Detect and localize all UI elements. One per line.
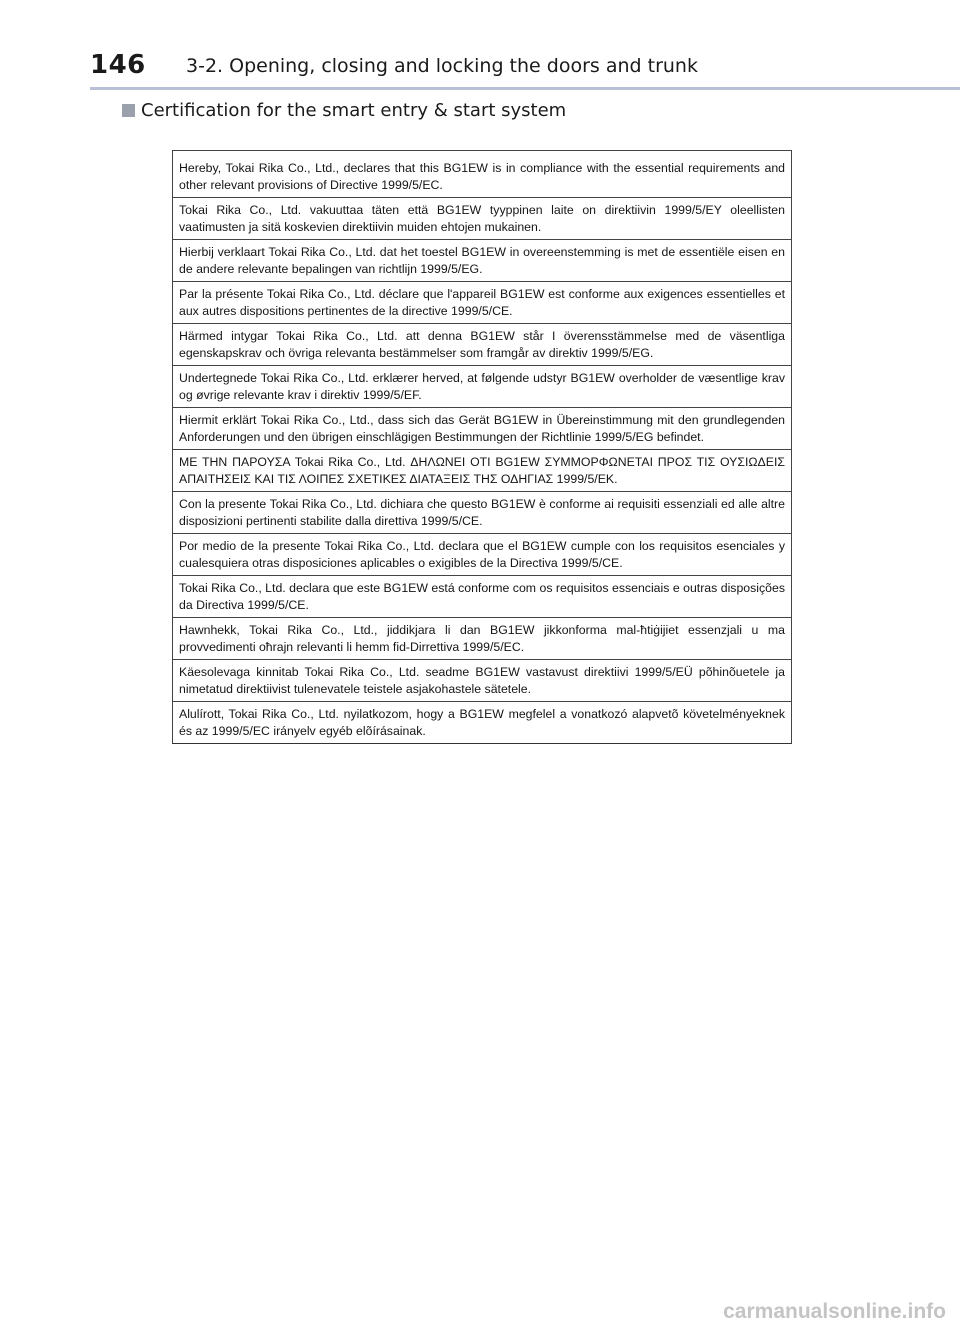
cert-row-swedish: Härmed intygar Tokai Rika Co., Ltd. att denna BG1EW står I överensstämmelse med de väsentliga egenskapskrav och övriga relevanta bestämmelser som framgår av direktiv 1999/5/EG. [173, 323, 791, 365]
section-heading [122, 100, 566, 121]
certification-box [172, 150, 792, 744]
header-rule [90, 87, 960, 90]
section-heading-text: Certification for the smart entry & start system [141, 100, 567, 121]
page-header [0, 0, 960, 92]
cert-row-french: Par la présente Tokai Rika Co., Ltd. déclare que l'appareil BG1EW est conforme aux exigences essentielles et aux autres dispositions pertinentes de la directive 1999/5/CE. [173, 281, 791, 323]
cert-row-greek: ΜΕ ΤΗΝ ΠΑΡΟΥΣΑ Tokai Rika Co., Ltd. ΔΗΛΩΝΕΙ ΟΤΙ BG1EW ΣΥΜΜΟΡΦΩΝΕΤΑΙ ΠΡΟΣ ΤΙΣ ΟΥΣΙΩΔΕΙΣ ΑΠΑΙΤΗΣΕΙΣ ΚΑΙ ΤΙΣ ΛΟΙΠΕΣ ΣΧΕΤΙΚΕΣ ΔΙΑΤΑΞΕΙΣ ΤΗΣ ΟΔΗΓΙΑΣ 1999/5/ΕΚ. [173, 449, 791, 491]
cert-row-italian: Con la presente Tokai Rika Co., Ltd. dichiara che questo BG1EW è conforme ai requisiti essenziali ed alle altre disposizioni pertinenti stabilite dalla direttiva 1999/5/CE. [173, 491, 791, 533]
cert-row-danish: Undertegnede Tokai Rika Co., Ltd. erklærer herved, at følgende udstyr BG1EW overholder de væsentlige krav og øvrige relevante krav i direktiv 1999/5/EF. [173, 365, 791, 407]
cert-row-estonian: Käesolevaga kinnitab Tokai Rika Co., Ltd. seadme BG1EW vastavust direktiivi 1999/5/EÜ põhinõuetele ja nimetatud direktiivist tulenevatele teistele asjakohastele sätetele. [173, 659, 791, 701]
cert-row-german: Hiermit erklärt Tokai Rika Co., Ltd., dass sich das Gerät BG1EW in Übereinstimmung mit den grundlegenden Anforderungen und den übrigen einschlägigen Bestimmungen der Richtlinie 1999/5/EG befindet. [173, 407, 791, 449]
cert-row-dutch: Hierbij verklaart Tokai Rika Co., Ltd. dat het toestel BG1EW in overeenstemming is met de essentiële eisen en de andere relevante bepalingen van richtlijn 1999/5/EG. [173, 239, 791, 281]
chapter-title: 3-2. Opening, closing and locking the doors and trunk [186, 55, 698, 77]
cert-row-finnish: Tokai Rika Co., Ltd. vakuuttaa täten että BG1EW tyyppinen laite on direktiivin 1999/5/EY oleellisten vaatimusten ja sitä koskevien direktiivin muiden ehtojen mukainen. [173, 197, 791, 239]
page-number: 146 [90, 50, 146, 80]
square-bullet-icon [122, 104, 135, 117]
cert-row-portuguese: Tokai Rika Co., Ltd. declara que este BG1EW está conforme com os requisitos essenciais e outras disposições da Directiva 1999/5/CE. [173, 575, 791, 617]
cert-row-spanish: Por medio de la presente Tokai Rika Co., Ltd. declara que el BG1EW cumple con los requisitos esenciales y cualesquiera otras disposiciones aplicables o exigibles de la Directiva 1999/5/CE. [173, 533, 791, 575]
cert-row-hungarian: Alulírott, Tokai Rika Co., Ltd. nyilatkozom, hogy a BG1EW megfelel a vonatkozó alapvetõ követelményeknek és az 1999/5/EC irányelv egyéb elõírásainak. [173, 701, 791, 743]
cert-row-english: Hereby, Tokai Rika Co., Ltd., declares that this BG1EW is in compliance with the essential requirements and other relevant provisions of Directive 1999/5/EC. [179, 161, 785, 192]
cert-row-maltese: Hawnhekk, Tokai Rika Co., Ltd., jiddikjara li dan BG1EW jikkonforma mal-ħtiġijiet essenzjali u ma provvedimenti oħrajn relevanti li hemm fid-Dirrettiva 1999/5/EC. [173, 617, 791, 659]
footer-watermark: carmanualsonline.info [723, 1300, 946, 1323]
